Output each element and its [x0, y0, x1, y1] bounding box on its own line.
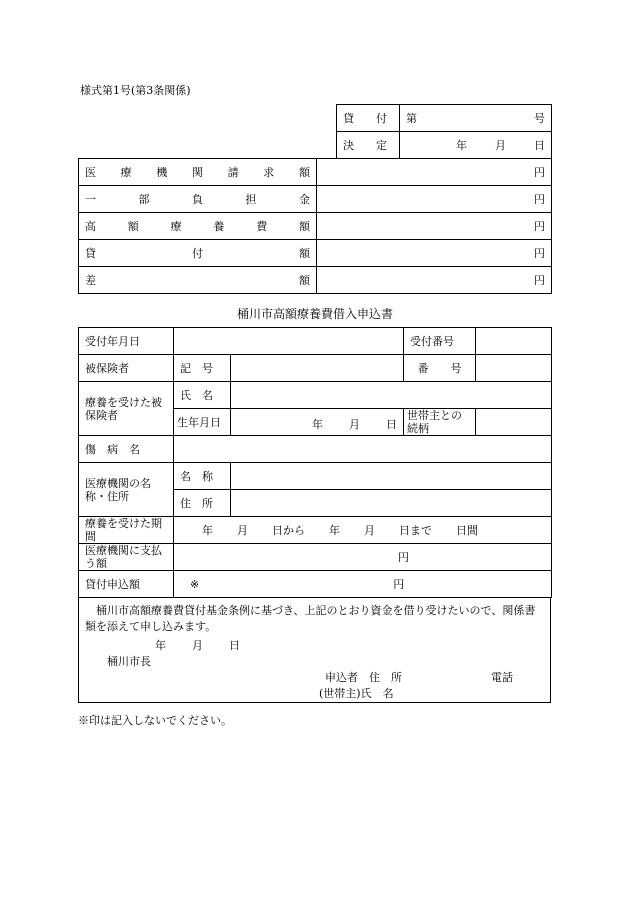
- birth-field[interactable]: 年 月 日: [231, 409, 404, 436]
- birth-label: 生年月日: [174, 409, 231, 436]
- symbol-field[interactable]: [231, 355, 404, 382]
- form-number: 様式第1号(第3条関係): [80, 84, 191, 97]
- name-field[interactable]: [231, 382, 552, 409]
- phone-label: 電話: [491, 671, 513, 684]
- amount-field[interactable]: 円: [317, 267, 552, 294]
- loan-request-label: 貸付申込額: [79, 571, 174, 598]
- addressee: 桶川市長: [107, 655, 151, 668]
- number-label: 番 号: [404, 355, 476, 382]
- period-label: 療養を受けた期間: [79, 517, 174, 544]
- amount-label: 貸 付 額: [79, 240, 317, 267]
- disease-label: 傷 病 名: [79, 436, 174, 463]
- amount-label: 医 療 機 関 請 求 額: [79, 159, 317, 186]
- amount-label: 高 額 療 養 費 額: [79, 213, 317, 240]
- decision-label: 決 定: [337, 132, 400, 159]
- hospital-name-label: 名 称: [174, 463, 231, 490]
- receipt-number-field[interactable]: [476, 328, 552, 355]
- paid-amount-label: 医療機関に支払う額: [79, 544, 174, 571]
- hospital-address-field[interactable]: [231, 490, 552, 517]
- loan-decision-box: [336, 104, 552, 159]
- amount-field[interactable]: 円: [317, 186, 552, 213]
- amount-label: 一 部 負 担 金: [79, 186, 317, 213]
- paid-amount-field[interactable]: 円: [174, 544, 552, 571]
- receipt-date-field[interactable]: [174, 328, 404, 355]
- application-table: [78, 327, 552, 598]
- applicant-address-row[interactable]: 申込者 住 所: [325, 671, 402, 684]
- period-field[interactable]: 年 月 日から 年 月 日まで 日間: [174, 517, 552, 544]
- declaration-box: [78, 597, 551, 703]
- patient-label: 療養を受けた被保険者: [79, 382, 174, 436]
- applicant-name-row[interactable]: (世帯主)氏 名: [319, 687, 394, 700]
- decision-date-field[interactable]: 年 月 日: [400, 132, 552, 159]
- form-title: 桶川市高額療養費借入申込書: [236, 307, 393, 321]
- relation-label: 世帯主との続柄: [404, 409, 476, 436]
- amounts-table: [78, 158, 552, 294]
- hospital-address-label: 住 所: [174, 490, 231, 517]
- receipt-date-label: 受付年月日: [79, 328, 174, 355]
- hospital-name-field[interactable]: [231, 463, 552, 490]
- amount-field[interactable]: 円: [317, 159, 552, 186]
- relation-field[interactable]: [476, 409, 552, 436]
- footnote: ※印は記入しないでください。: [78, 714, 232, 727]
- declaration-date[interactable]: 年 月 日: [155, 639, 240, 652]
- hospital-label: 医療機関の名称・住所: [79, 463, 174, 517]
- amount-field[interactable]: 円: [317, 240, 552, 267]
- number-field[interactable]: [476, 355, 552, 382]
- declaration-text: 桶川市高額療養費貸付基金条例に基づき、上記のとおり資金を借り受けたいので、関係書類を添えて申し込みます。: [85, 604, 536, 633]
- loan-label: 貸 付: [337, 105, 400, 132]
- symbol-label: 記 号: [174, 355, 231, 382]
- disease-field[interactable]: [174, 436, 552, 463]
- insured-label: 被保険者: [79, 355, 174, 382]
- name-label: 氏 名: [174, 382, 231, 409]
- loan-request-field[interactable]: ※ 円: [174, 571, 552, 598]
- amount-label: 差 額: [79, 267, 317, 294]
- receipt-number-label: 受付番号: [404, 328, 476, 355]
- amount-field[interactable]: 円: [317, 213, 552, 240]
- loan-number-field[interactable]: 第 号: [400, 105, 552, 132]
